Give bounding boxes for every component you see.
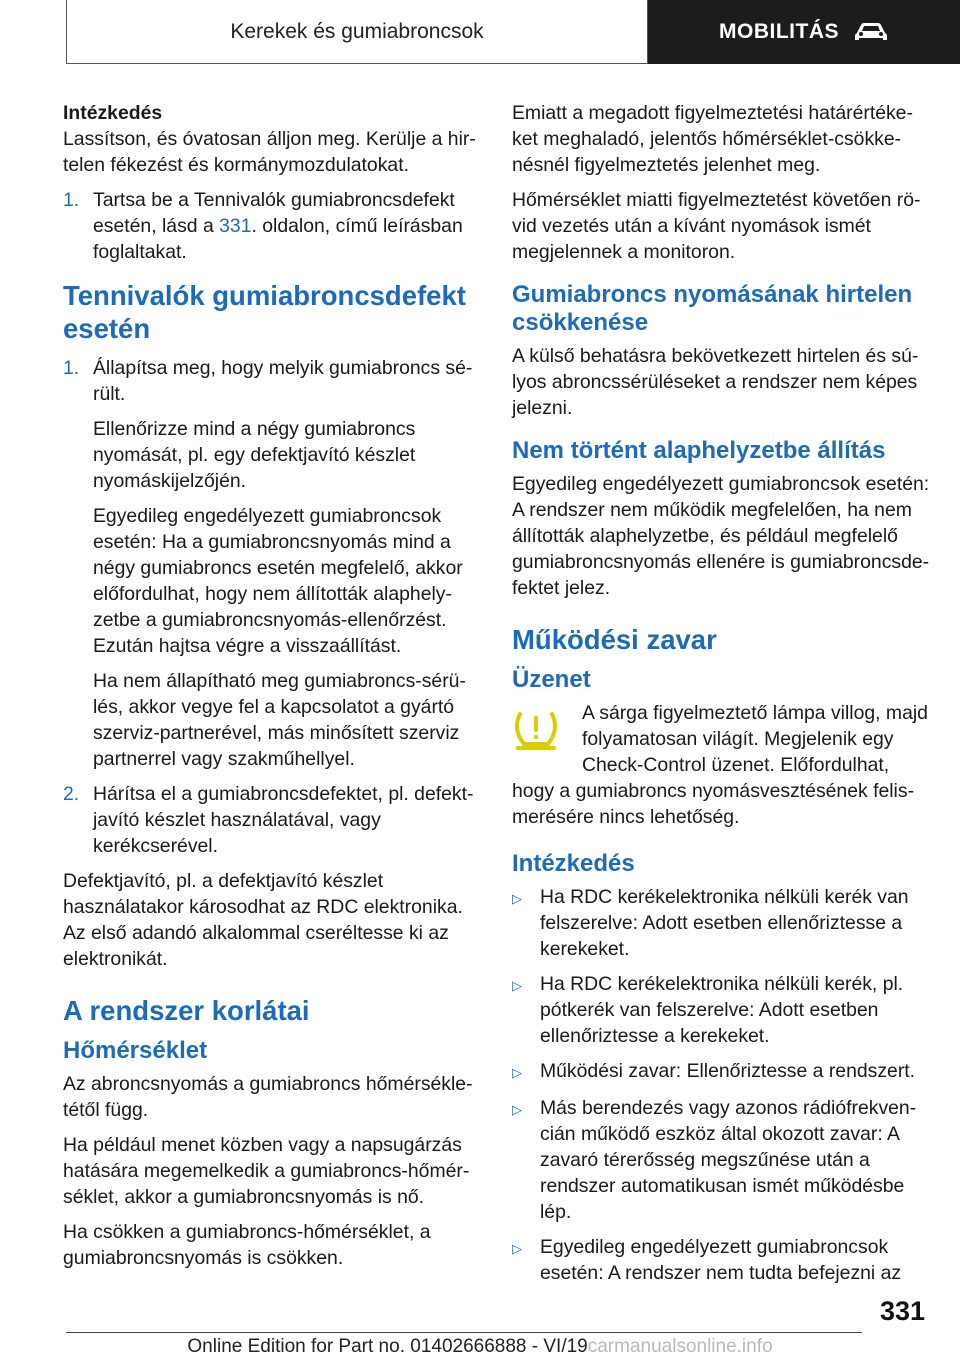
paragraph: Hőmérséklet miatti figyelmeztetést követően rövid vezetés után a kívánt nyomások ismét megjelennek a monitoron. — [512, 189, 921, 263]
paragraph: Az abroncsnyomás a gumiabroncs hőmérsékletétől függ. — [63, 1073, 473, 1121]
bullet-icon: ▷ — [512, 1065, 522, 1080]
footer-divider — [66, 1332, 862, 1333]
right-column — [512, 100, 930, 1286]
header-section-label: Kerekek és gumiabroncsok — [230, 19, 484, 43]
left-column — [63, 100, 479, 1271]
heading-zavar: Működési zavar — [512, 624, 717, 655]
bullet-item — [512, 884, 930, 962]
uzenet-text: A sárga figyelmeztető lámpa villog, majd folyamatosan világít. Megjelenik egy Check-Control üzenet. Előfordulhat, — [582, 702, 928, 776]
chapter-label: MOBILITÁS — [719, 20, 839, 43]
step-text — [93, 187, 479, 265]
list-item — [63, 355, 479, 772]
bullet-item — [512, 1095, 930, 1225]
bullet-item — [512, 1058, 930, 1086]
footer-edition: Online Edition for Part no. 01402666888 - VI/19 — [187, 1336, 588, 1357]
bullet-text: Más berendezés vagy azonos rádiófrekvencián működő eszköz által okozott zavar: A zavaró térerősség megszűnése után a rendszer automatikusan ismét működésbe lép. — [540, 1097, 917, 1223]
step-text-post: . oldalon, című leírásban foglaltakat. — [93, 215, 463, 263]
uzenet-cont: hogy a gumiabroncs nyomásvesztésének felismerésére nincs lehetőség. — [512, 780, 915, 828]
paragraph: Emiatt a megadott figyelmeztetési határértékeket meghaladó, jelentős hőmérséklet-csökkenésnél figyelmeztetés jelenhet meg. — [512, 102, 913, 176]
step-number: 1. — [63, 189, 80, 211]
heading-intezkedes: Intézkedés — [512, 850, 635, 877]
step-item — [63, 187, 479, 265]
bullet-icon: ▷ — [512, 978, 522, 993]
heading-hirtelen: Gumiabroncs nyomásának hirtelen csökkenése — [512, 281, 913, 336]
header-section-title — [66, 0, 648, 64]
step-text-pre: Tartsa be a Tennivalók gumiabroncsdefekt esetén, lásd a — [93, 189, 455, 237]
paragraph: A külső behatásra bekövetkezett hirtelen és súlyos abroncssérüléseket a rendszer nem képes jelezni. — [512, 345, 919, 419]
car-icon — [853, 21, 889, 43]
intezkedes-text: Lassítson, és óvatosan álljon meg. Kerülje a hirtelen fékezést és kormánymozdulatokat. — [63, 128, 476, 176]
page-link-331[interactable]: 331 — [219, 215, 252, 237]
warning-message — [512, 700, 930, 778]
watermark: carmanualsonline.info — [587, 1336, 773, 1357]
heading-tennivalok: Tennivalók gumiabroncsdefekt esetén — [63, 280, 466, 344]
page-number: 331 — [880, 1296, 926, 1326]
heading-alaphelyzet: Nem történt alaphelyzetbe állítás — [512, 437, 886, 464]
list-number: 1. — [63, 357, 80, 379]
bullet-text: Működési zavar: Ellenőriztesse a rendszert. — [540, 1060, 916, 1082]
bullet-icon: ▷ — [512, 1241, 522, 1256]
bullet-list — [512, 884, 930, 1286]
bullet-item — [512, 1234, 930, 1286]
bullet-text: Egyedileg engedélyezett gumiabroncsok esetén: A rendszer nem tudta befejezni az — [540, 1236, 902, 1284]
tire-pressure-warning-icon — [512, 708, 560, 752]
list-text: Ha nem állapítható meg gumiabroncs-sérülés, akkor vegye fel a kapcsolatot a gyártó szerviz-partnerével, más minősített szerviz partnerrel vagy szakműhellyel. — [93, 670, 466, 770]
paragraph: Ha csökken a gumiabroncs-hőmérséklet, a gumiabroncsnyomás is csökken. — [63, 1221, 431, 1269]
list-text: Egyedileg engedélyezett gumiabroncsok esetén: Ha a gumiabroncsnyomás mind a négy gumiabroncs esetén megfelelő, akkor előfordulhat, hogy nem állították alaphelyzetbe a gumiabroncsnyomás-ellenőrzést. Ezután hajtsa végre a visszaállítást. — [93, 505, 463, 657]
bullet-icon: ▷ — [512, 1102, 522, 1117]
bullet-icon: ▷ — [512, 891, 522, 906]
list-text: Állapítsa meg, hogy melyik gumiabroncs sérült. — [93, 357, 473, 405]
heading-homerseklet: Hőmérséklet — [63, 1037, 208, 1064]
list-number: 2. — [63, 783, 80, 805]
bullet-text: Ha RDC kerékelektronika nélküli kerék, pl. pótkerék van felszerelve: Adott esetben ellenőriztesse a kerekeket. — [540, 973, 904, 1047]
header-chapter — [648, 0, 960, 64]
heading-korlatai: A rendszer korlátai — [63, 995, 310, 1026]
bullet-text: Ha RDC kerékelektronika nélküli kerék van felszerelve: Adott esetben ellenőriztesse a kerekeket. — [540, 886, 909, 960]
heading-uzenet: Üzenet — [512, 666, 591, 693]
list-text: Ellenőrizze mind a négy gumiabroncs nyomását, pl. egy defektjavító készlet nyomáskijelzőjén. — [93, 418, 416, 492]
defekt-note: Defektjavító, pl. a defektjavító készlet használatakor károsodhat az RDC elektronika. Az első adandó alkalommal cseréltesse ki az elektronikát. — [63, 870, 463, 970]
list-text: Hárítsa el a gumiabroncsdefektet, pl. defektjavító készlet használatával, vagy kerékcserével. — [93, 783, 474, 857]
footer — [0, 1336, 960, 1358]
paragraph: Egyedileg engedélyezett gumiabroncsok esetén: A rendszer nem működik megfelelően, ha nem állították alaphelyzetbe, és például megfelelő gumiabroncsnyomás ellenére is gumiabroncsdefektet jelez. — [512, 473, 930, 599]
bullet-item — [512, 971, 930, 1049]
intezkedes-label: Intézkedés — [63, 102, 163, 124]
list-item — [63, 781, 479, 859]
paragraph: Ha például menet közben vagy a napsugárzás hatására megemelkedik a gumiabroncs-hőmérséklet, akkor a gumiabroncsnyomás is nő. — [63, 1134, 470, 1208]
